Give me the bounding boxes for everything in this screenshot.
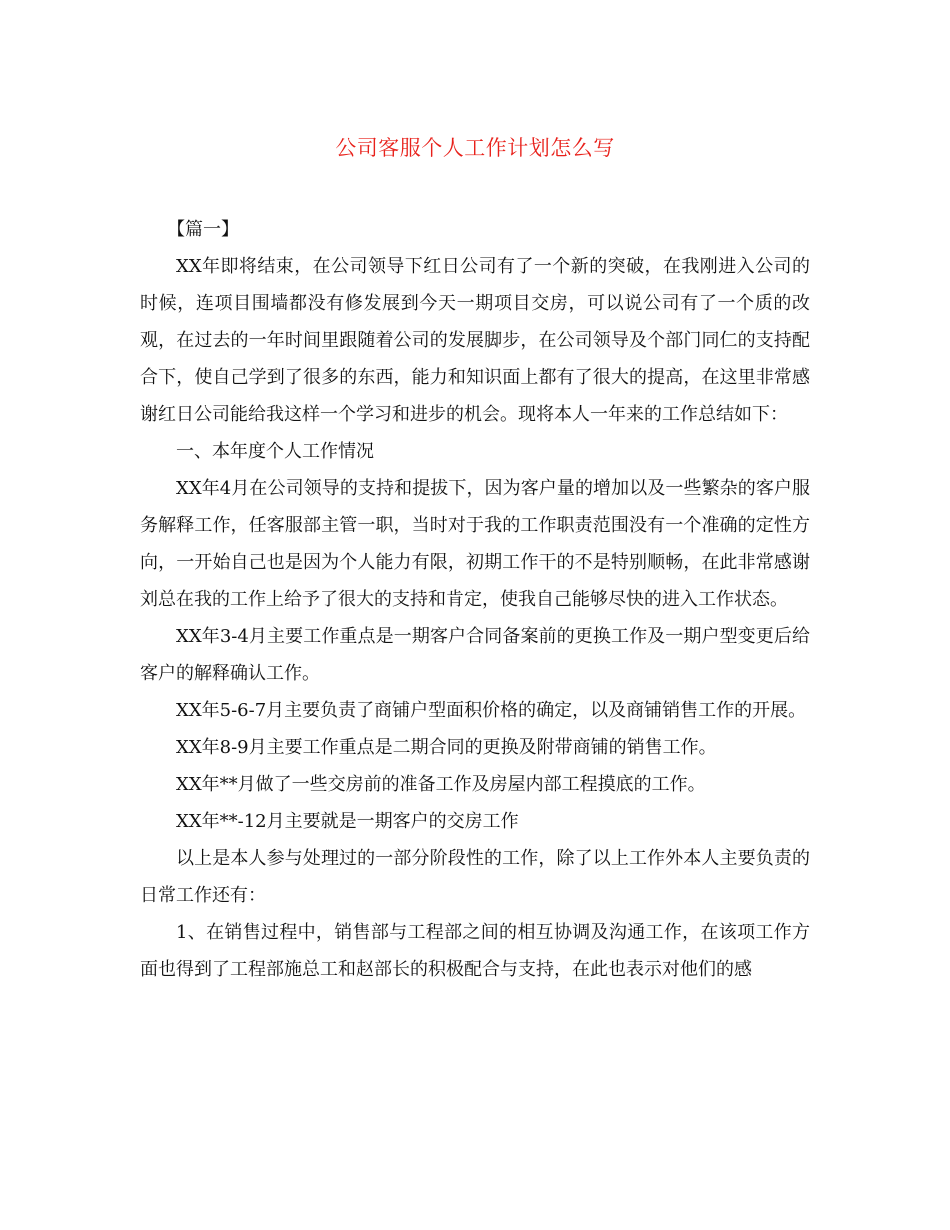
paragraph-may-jul: XX年5-6-7月主要负责了商铺户型面积价格的确定，以及商铺销售工作的开展。	[176, 700, 807, 721]
paragraph-mar-apr: XX年3-4月主要工作重点是一期客户合同备案前的更换工作及一期户型变更后给客户的解释确认工作。	[140, 626, 810, 684]
paragraph-handover: XX年**-12月主要就是一期客户的交房工作	[176, 811, 519, 832]
document-title: 公司客服个人工作计划怎么写	[335, 136, 615, 160]
paragraph-heading-1: 一、本年度个人工作情况	[176, 441, 374, 462]
document-body	[140, 211, 810, 988]
section-label: 【篇一】	[167, 219, 239, 240]
paragraph-summary: 以上是本人参与处理过的一部分阶段性的工作，除了以上工作外本人主要负责的日常工作还有：	[140, 848, 810, 906]
paragraph-prep: XX年**月做了一些交房前的准备工作及房屋内部工程摸底的工作。	[176, 774, 706, 795]
paragraph-april: XX年4月在公司领导的支持和提拔下，因为客户量的增加以及一些繁杂的客户服务解释工作，任客服部主管一职，当时对于我的工作职责范围没有一个准确的定性方向，一开始自己也是因为个人能力有限，初期工作干的不是特别顺畅，在此非常感谢刘总在我的工作上给予了很大的支持和肯定，使我自己能够尽快的进入工作状态。	[140, 478, 810, 610]
paragraph-item-1: 1、在销售过程中，销售部与工程部之间的相互协调及沟通工作，在该项工作方面也得到了工程部施总工和赵部长的积极配合与支持，在此也表示对他们的感	[140, 922, 810, 980]
paragraph-intro: XX年即将结束，在公司领导下红日公司有了一个新的突破，在我刚进入公司的时候，连项目围墙都没有修发展到今天一期项目交房，可以说公司有了一个质的改观，在过去的一年时间里跟随着公司的发展脚步，在公司领导及个部门同仁的支持配合下，使自己学到了很多的东西，能力和知识面上都有了很大的提高，在这里非常感谢红日公司能给我这样一个学习和进步的机会。现将本人一年来的工作总结如下：	[140, 256, 810, 425]
paragraph-aug-sep: XX年8-9月主要工作重点是二期合同的更换及附带商铺的销售工作。	[176, 737, 717, 758]
